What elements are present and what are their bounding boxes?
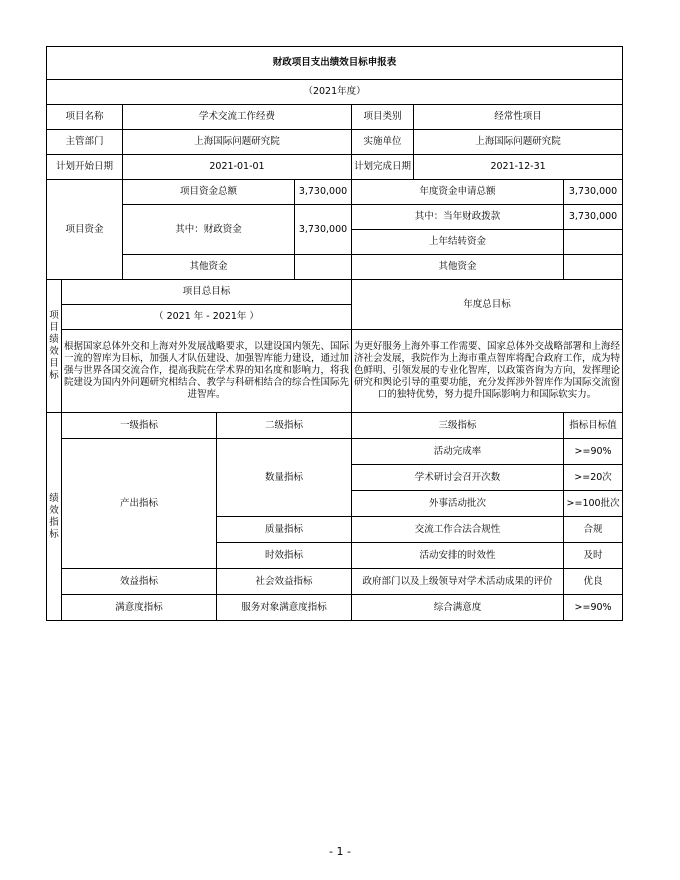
other-funds-left-label: 其他资金 (123, 255, 295, 280)
fiscal-funds-label: 其中：财政资金 (123, 205, 295, 255)
indicator-value: >=90% (564, 439, 623, 465)
indicator-row: 综合满意度 (352, 595, 564, 621)
current-year-funds-label: 其中：当年财政拨款 (352, 205, 564, 230)
indicator-value: >=100批次 (564, 491, 623, 517)
funds-total-label: 项目资金总额 (123, 180, 295, 205)
indicator-row: 外事活动批次 (352, 491, 564, 517)
output-indicator: 产出指标 (62, 439, 217, 569)
benefit-indicator: 效益指标 (62, 569, 217, 595)
project-name-value: 学术交流工作经费 (123, 105, 352, 130)
start-date-value: 2021-01-01 (123, 155, 352, 180)
annual-total-value: 3,730,000 (564, 180, 623, 205)
form-title: 财政项目支出绩效目标申报表 (47, 47, 623, 80)
performance-target-form (46, 46, 623, 621)
timeliness-indicator: 时效指标 (217, 543, 352, 569)
overall-period: （ 2021 年 - 2021年 ） (62, 305, 352, 330)
carryover-value (564, 230, 623, 255)
indicator-value: >=20次 (564, 465, 623, 491)
department-label: 主管部门 (47, 130, 123, 155)
indicator-value: >=90% (564, 595, 623, 621)
indicator-row: 政府部门以及上级领导对学术活动成果的评价 (352, 569, 564, 595)
year-label: （2021年度） (47, 80, 623, 105)
annual-target-label: 年度总目标 (352, 280, 623, 330)
quantity-indicator: 数量指标 (217, 439, 352, 517)
project-name-label: 项目名称 (47, 105, 123, 130)
indicator-row: 学术研讨会召开次数 (352, 465, 564, 491)
funds-label: 项目资金 (47, 180, 123, 280)
indicator-row: 活动完成率 (352, 439, 564, 465)
carryover-label: 上年结转资金 (352, 230, 564, 255)
level2-header: 二级指标 (217, 413, 352, 439)
quality-indicator: 质量指标 (217, 517, 352, 543)
end-date-label: 计划完成日期 (352, 155, 414, 180)
satisfaction-indicator: 满意度指标 (62, 595, 217, 621)
department-value: 上海国际问题研究院 (123, 130, 352, 155)
indicator-row: 活动安排的时效性 (352, 543, 564, 569)
overall-target-label: 项目总目标 (62, 280, 352, 305)
other-funds-left-value (295, 255, 352, 280)
indicator-row: 交流工作合法合规性 (352, 517, 564, 543)
perf-target-label: 项目绩效目标 (47, 280, 62, 413)
annual-target-text: 为更好服务上海外事工作需要、国家总体外交战略部署和上海经济社会发展，我院作为上海市重点智库将配合政府工作，成为特色鲜明、引领发展的专业化智库，以政策咨询为方向，发挥理论研究和舆论引导的重要功能，充分发挥涉外智库作为国际交流窗口的独特优势，努力提升国际影响力和国际软实力。 (352, 330, 623, 413)
project-type-label: 项目类别 (352, 105, 414, 130)
project-type-value: 经常性项目 (414, 105, 623, 130)
indicator-value: 合规 (564, 517, 623, 543)
current-year-funds-value: 3,730,000 (564, 205, 623, 230)
other-funds-right-label: 其他资金 (352, 255, 564, 280)
fiscal-funds-value: 3,730,000 (295, 205, 352, 255)
executor-value: 上海国际问题研究院 (414, 130, 623, 155)
level1-header: 一级指标 (62, 413, 217, 439)
service-satisfaction-indicator: 服务对象满意度指标 (217, 595, 352, 621)
page-number: - 1 - (329, 845, 351, 858)
target-value-header: 指标目标值 (564, 413, 623, 439)
indicator-value: 优良 (564, 569, 623, 595)
indicator-value: 及时 (564, 543, 623, 569)
funds-total-value: 3,730,000 (295, 180, 352, 205)
annual-total-label: 年度资金申请总额 (352, 180, 564, 205)
level3-header: 三级指标 (352, 413, 564, 439)
executor-label: 实施单位 (352, 130, 414, 155)
end-date-value: 2021-12-31 (414, 155, 623, 180)
start-date-label: 计划开始日期 (47, 155, 123, 180)
indicators-label: 绩效指标 (47, 413, 62, 621)
social-benefit-indicator: 社会效益指标 (217, 569, 352, 595)
overall-target-text: 根据国家总体外交和上海对外发展战略要求，以建设国内领先、国际一流的智库为目标，加强人才队伍建设、加强智库能力建设，通过加强与世界各国交流合作，提高我院在学术界的知名度和影响力，将我院建设为国内外问题研究相结合、教学与科研相结合的综合性国际先进智库。 (62, 330, 352, 413)
other-funds-right-value (564, 255, 623, 280)
